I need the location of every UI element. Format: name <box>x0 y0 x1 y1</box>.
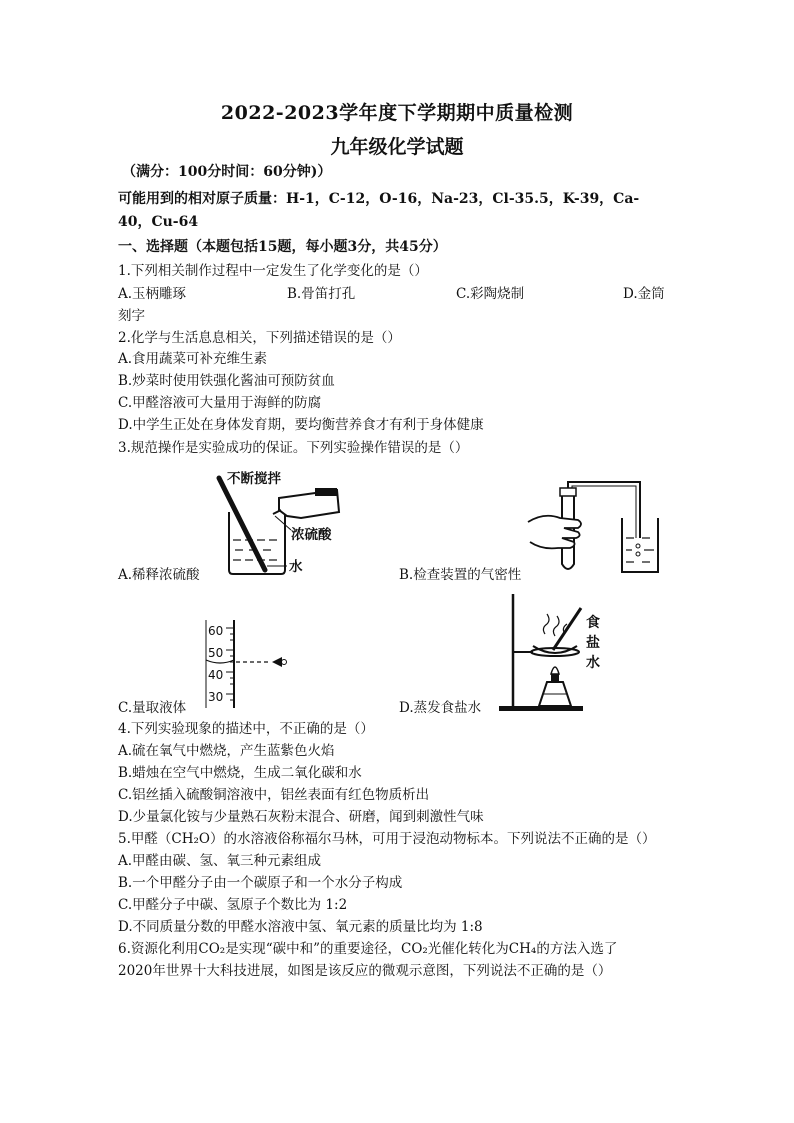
q1-option-c: C.彩陶烧制 <box>456 286 525 302</box>
figure-dilute-acid <box>205 470 345 580</box>
q4-option-b: B.蜡烛在空气中燃烧，生成二氧化碳和水 <box>118 765 362 781</box>
cylinder-tick-50: 50 <box>208 646 224 660</box>
q4-option-d: D.少量氯化铵与少量熟石灰粉末混合、研磨，闻到刺激性气味 <box>118 809 484 825</box>
q1-option-d-continued: 刻字 <box>118 308 145 324</box>
q5-option-c: C.甲醛分子中碳、氢原子个数比为 1:2 <box>118 897 348 913</box>
q2-option-c: C.甲醛溶液可大量用于海鲜的防腐 <box>118 395 322 411</box>
q5-option-d: D.不同质量分数的甲醛水溶液中氢、氧元素的质量比均为 1:8 <box>118 919 483 935</box>
atomic-mass-line-1: 可能用到的相对原子质量：H-1，C-12，O-16，Na-23，Cl-35.5，K-39，Ca- <box>118 191 640 207</box>
figure-airtight-check <box>520 478 670 578</box>
exam-subtitle: 九年级化学试题 <box>330 136 464 158</box>
q2-option-d: D.中学生正处在身体发育期，要均衡营养食才有利于身体健康 <box>118 417 484 433</box>
figure-d-caption: D.蒸发食盐水 <box>399 700 482 716</box>
figure-c-caption: C.量取液体 <box>118 700 187 716</box>
atomic-mass-line-2: 40，Cu-64 <box>118 214 199 230</box>
q2-option-a: A.食用蔬菜可补充维生素 <box>118 351 268 367</box>
figure-d-salt-label-3: 水 <box>586 655 600 671</box>
figure-measuring-cylinder <box>200 620 300 710</box>
q2-stem: 2.化学与生活息息相关，下列描述错误的是（） <box>118 330 401 346</box>
figure-a-caption: A.稀释浓硫酸 <box>118 567 200 583</box>
score-time-note: （满分：100分时间：60分钟)） <box>122 164 332 180</box>
q1-stem: 1.下列相关制作过程中一定发生了化学变化的是（） <box>118 263 428 279</box>
figure-d-salt-label-2: 盐 <box>586 635 600 651</box>
q5-option-a: A.甲醛由碳、氢、氧三种元素组成 <box>118 853 322 869</box>
q1-option-d: D.金筒 <box>623 286 665 302</box>
figure-evaporation <box>495 594 605 714</box>
figure-a-water-label: 水 <box>289 559 303 575</box>
q5-stem: 5.甲醛（CH₂O）的水溶液俗称福尔马林，可用于浸泡动物标本。下列说法不正确的是（） <box>118 831 656 847</box>
cylinder-tick-40: 40 <box>208 668 224 682</box>
figure-b-caption: B.检查装置的气密性 <box>399 567 522 583</box>
section-heading: 一、选择题（本题包括15题，每小题3分，共45分） <box>118 239 447 255</box>
figure-a-acid-label: 浓硫酸 <box>291 527 332 543</box>
exam-title: 2022-2023学年度下学期期中质量检测 <box>220 102 574 124</box>
q2-option-b: B.炒菜时使用铁强化酱油可预防贫血 <box>118 373 335 389</box>
q1-option-b: B.骨笛打孔 <box>287 286 356 302</box>
figure-a-stir-label: 不断搅拌 <box>227 471 281 487</box>
q1-option-a: A.玉柄雕琢 <box>118 286 187 302</box>
q3-stem: 3.规范操作是实验成功的保证。下列实验操作错误的是（） <box>118 440 469 456</box>
q4-stem: 4.下列实验现象的描述中，不正确的是（） <box>118 721 374 737</box>
cylinder-tick-30: 30 <box>208 690 224 704</box>
figure-d-salt-label-1: 食 <box>586 615 600 631</box>
q4-option-a: A.硫在氧气中燃烧，产生蓝紫色火焰 <box>118 743 335 759</box>
q6-stem-line-2: 2020年世界十大科技进展，如图是该反应的微观示意图，下列说法不正确的是（） <box>118 963 612 979</box>
q5-option-b: B.一个甲醛分子由一个碳原子和一个水分子构成 <box>118 875 403 891</box>
q6-stem-line-1: 6.资源化利用CO₂是实现“碳中和”的重要途径，CO₂光催化转化为CH₄的方法入选了 <box>118 941 618 957</box>
cylinder-tick-60: 60 <box>208 624 224 638</box>
q4-option-c: C.铝丝插入硫酸铜溶液中，铝丝表面有红色物质析出 <box>118 787 430 803</box>
